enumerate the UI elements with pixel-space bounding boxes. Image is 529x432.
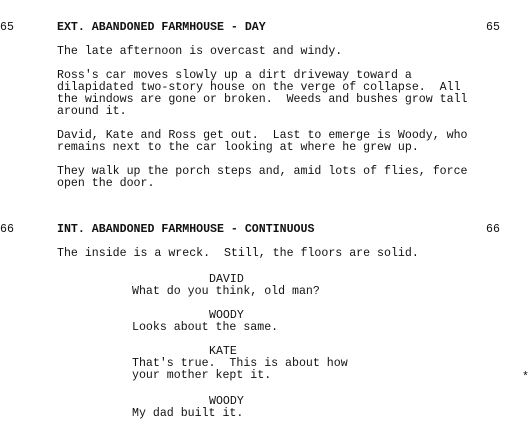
scene-heading: EXT. ABANDONED FARMHOUSE - DAY <box>57 21 266 34</box>
scene-number-left: 66 <box>0 223 14 236</box>
dialogue-line: That's true. This is about how your mother kept it. <box>132 357 348 382</box>
character-name: KATE <box>209 345 237 358</box>
character-name: WOODY <box>209 395 244 408</box>
character-name: WOODY <box>209 309 244 322</box>
action-paragraph: They walk up the porch steps and, amid lots of flies, force open the door. <box>57 165 468 190</box>
dialogue-line: What do you think, old man? <box>132 285 320 298</box>
revision-mark: * <box>522 371 529 384</box>
action-paragraph: The inside is a wreck. Still, the floors are solid. <box>57 247 419 260</box>
dialogue-line: Looks about the same. <box>132 321 279 334</box>
character-name: DAVID <box>209 273 244 286</box>
dialogue-line: My dad built it. <box>132 407 244 420</box>
scene-heading: INT. ABANDONED FARMHOUSE - CONTINUOUS <box>57 223 315 236</box>
action-paragraph: Ross's car moves slowly up a dirt driveway toward a dilapidated two-story house on the verge of collapse. All the windows are gone or broken. Weeds and bushes grow tall around it. <box>57 69 468 118</box>
scene-number-left: 65 <box>0 21 14 34</box>
action-paragraph: David, Kate and Ross get out. Last to emerge is Woody, who remains next to the car looking at where he grew up. <box>57 129 468 154</box>
action-paragraph: The late afternoon is overcast and windy. <box>57 45 343 58</box>
scene-number-right: 66 <box>486 223 500 236</box>
scene-number-right: 65 <box>486 21 500 34</box>
